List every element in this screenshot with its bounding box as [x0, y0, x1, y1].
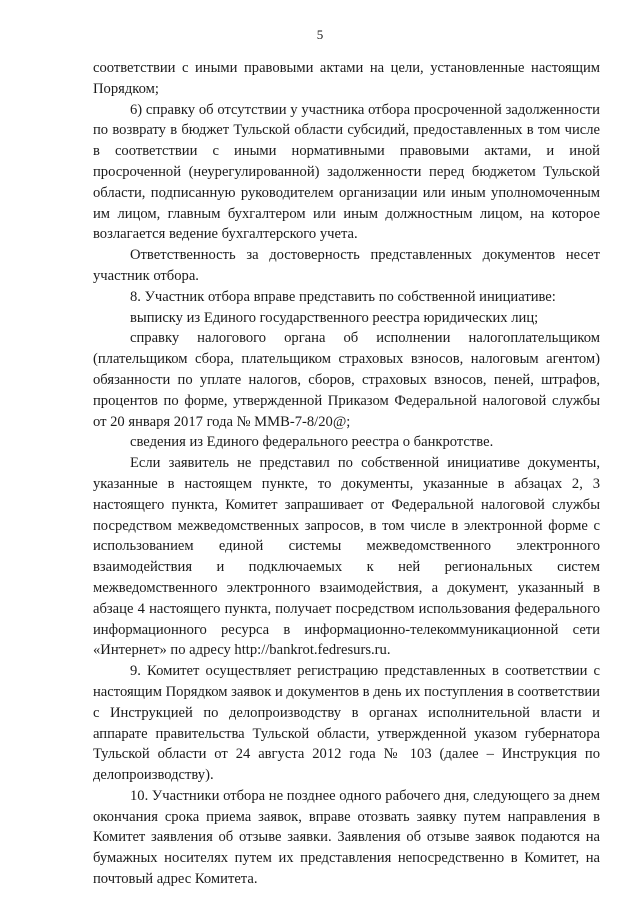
document-body [93, 58, 600, 890]
paragraph: Если заявитель не представил по собственной инициативе документы, указанные в настоящем пункте, то документы, указанные в абзацах 2, 3 настоящего пункта, Комитет запрашивает от Федеральной налоговой службы посредством межведомственных запросов, в том числе в электронной форме с использованием единой системы межведомственного электронного взаимодействия и подключаемых к ней региональных систем межведомственного электронного взаимодействия, а документ, указанный в абзаце 4 настоящего пункта, получает посредством использования федерального информационного ресурса в информационно-телекоммуникационной сети «Интернет» по адресу http://bankrot.fedresurs.ru. [93, 455, 600, 659]
paragraph: Ответственность за достоверность представленных документов несет участник отбора. [93, 247, 600, 284]
paragraph: 9. Комитет осуществляет регистрацию представленных в соответствии с настоящим Порядком заявок и документов в день их поступления в соответствии с Инструкцией по делопроизводству в органах исполнительной власти и аппарате правительства Тульской области, утвержденной указом губернатора Тульской области от 24 августа 2012 года № 103 (далее – Инструкция по делопроизводству). [93, 663, 600, 784]
paragraph: выписку из Единого государственного реестра юридических лиц; [130, 309, 539, 326]
paragraph: соответствии с иными правовыми актами на цели, установленные настоящим Порядком; [93, 60, 600, 97]
paragraph: справку налогового органа об исполнении налогоплательщиком (плательщиком сбора, плательщиком страховых взносов, налоговым агентом) обязанности по уплате налогов, сборов, страховых взносов, пеней, штрафов, процентов по форме, утвержденной Приказом Федеральной налоговой службы от 20 января 2017 года № ММВ-7-8/20@; [93, 330, 600, 430]
paragraph: сведения из Единого федерального реестра о банкротстве. [130, 434, 494, 451]
page-number: 5 [316, 27, 324, 42]
paragraph: 6) справку об отсутствии у участника отбора просроченной задолженности по возврату в бюджет Тульской области субсидий, предоставленных в том числе в соответствии с иными нормативными правовыми актами, и иной просроченной (неурегулированной) задолженности перед бюджетом Тульской области, подписанную руководителем организации или иным уполномоченным им лицом, главным бухгалтером или иным должностным лицом, на которое возлагается ведение бухгалтерского учета. [93, 101, 600, 243]
paragraph: 10. Участники отбора не позднее одного рабочего дня, следующего за днем окончания срока приема заявок, вправе отозвать заявку путем направления в Комитет заявления об отзыве заявки. Заявления об отзыве заявок подаются на бумажных носителях путем их представления непосредственно в Комитет, на почтовый адрес Комитета. [93, 787, 600, 888]
paragraph: 8. Участник отбора вправе представить по собственной инициативе: [130, 288, 556, 305]
